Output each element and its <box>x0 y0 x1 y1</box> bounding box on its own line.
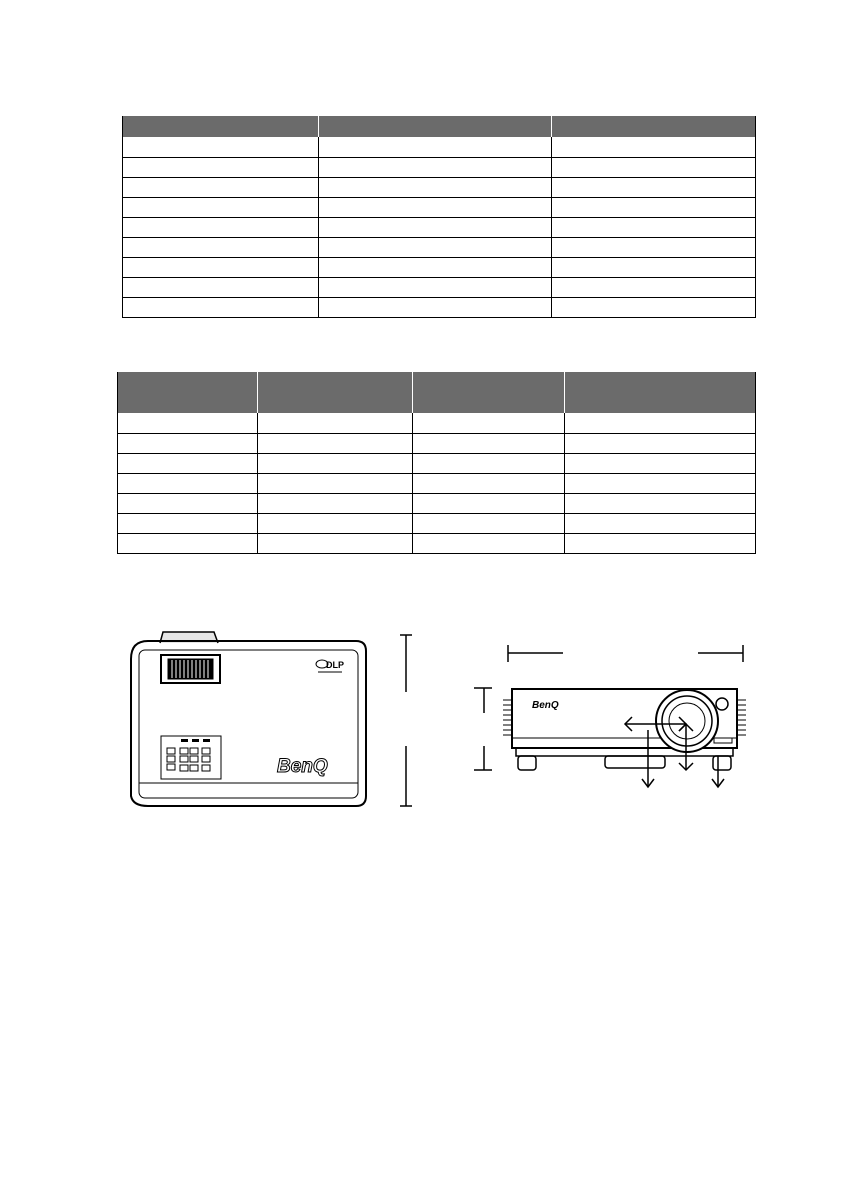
table-cell <box>123 177 319 197</box>
column-header <box>413 372 565 413</box>
table-cell <box>552 257 756 277</box>
table-cell <box>552 237 756 257</box>
table-cell <box>258 473 413 493</box>
table-cell <box>319 137 552 157</box>
table-cell <box>565 433 756 453</box>
table-cell <box>565 513 756 533</box>
table-row <box>123 177 756 197</box>
table-cell <box>123 277 319 297</box>
table-cell <box>552 297 756 317</box>
table-cell <box>565 493 756 513</box>
table-cell <box>123 157 319 177</box>
table-cell <box>413 493 565 513</box>
table-cell <box>258 513 413 533</box>
table-cell <box>413 473 565 493</box>
projector-top-view <box>131 632 366 806</box>
table-cell <box>123 137 319 157</box>
table-cell <box>552 177 756 197</box>
table-cell <box>319 217 552 237</box>
spec-table-2 <box>117 372 756 554</box>
brand-logo-front: BenQ <box>532 700 559 711</box>
table-cell <box>319 157 552 177</box>
table-cell <box>319 177 552 197</box>
column-header <box>319 116 552 137</box>
table-cell <box>123 297 319 317</box>
table-cell <box>123 197 319 217</box>
column-header <box>118 372 258 413</box>
table-cell <box>552 157 756 177</box>
table-cell <box>552 277 756 297</box>
table-cell <box>413 413 565 433</box>
table-cell <box>118 513 258 533</box>
table-row <box>123 197 756 217</box>
table-cell <box>413 513 565 533</box>
table-row <box>118 513 756 533</box>
table-row <box>123 297 756 317</box>
table-cell <box>565 453 756 473</box>
table-cell <box>319 197 552 217</box>
projector-dimension-drawings <box>0 600 841 840</box>
table-row <box>118 493 756 513</box>
table-row <box>123 137 756 157</box>
table-cell <box>565 533 756 553</box>
column-header <box>123 116 319 137</box>
table-cell <box>123 237 319 257</box>
table-row <box>123 277 756 297</box>
width-dimension-line <box>508 645 743 662</box>
table-cell <box>258 493 413 513</box>
table-cell <box>118 453 258 473</box>
table-cell <box>565 473 756 493</box>
dlp-logo <box>316 660 344 672</box>
table-row <box>123 257 756 277</box>
column-header <box>258 372 413 413</box>
table-row <box>118 433 756 453</box>
table-cell <box>123 217 319 237</box>
table-cell <box>319 257 552 277</box>
spec-table-1 <box>122 116 756 318</box>
table-cell <box>258 413 413 433</box>
table-row <box>123 217 756 237</box>
table-cell <box>118 433 258 453</box>
table-cell <box>319 237 552 257</box>
table-cell <box>319 277 552 297</box>
table-cell <box>319 297 552 317</box>
table-cell <box>552 197 756 217</box>
depth-dimension-line <box>400 635 412 806</box>
table-row <box>123 157 756 177</box>
table-cell <box>118 413 258 433</box>
table-cell <box>258 453 413 473</box>
table-cell <box>413 433 565 453</box>
table-cell <box>552 217 756 237</box>
table-cell <box>565 413 756 433</box>
table-cell <box>413 533 565 553</box>
table-cell <box>123 257 319 277</box>
brand-logo-top: BenQ <box>277 756 328 777</box>
table-row <box>118 453 756 473</box>
dlp-logo-text: DLP <box>326 660 344 670</box>
column-header <box>552 116 756 137</box>
table-cell <box>118 473 258 493</box>
table-row <box>123 237 756 257</box>
table-row <box>118 413 756 433</box>
column-header <box>565 372 756 413</box>
table-row <box>118 473 756 493</box>
table-cell <box>552 137 756 157</box>
table-header-row <box>123 116 756 137</box>
table-header-row <box>118 372 756 413</box>
table-row <box>118 533 756 553</box>
table-cell <box>258 533 413 553</box>
height-dimension-line <box>474 688 492 770</box>
table-cell <box>118 533 258 553</box>
table-cell <box>413 453 565 473</box>
table-cell <box>258 433 413 453</box>
table-cell <box>118 493 258 513</box>
